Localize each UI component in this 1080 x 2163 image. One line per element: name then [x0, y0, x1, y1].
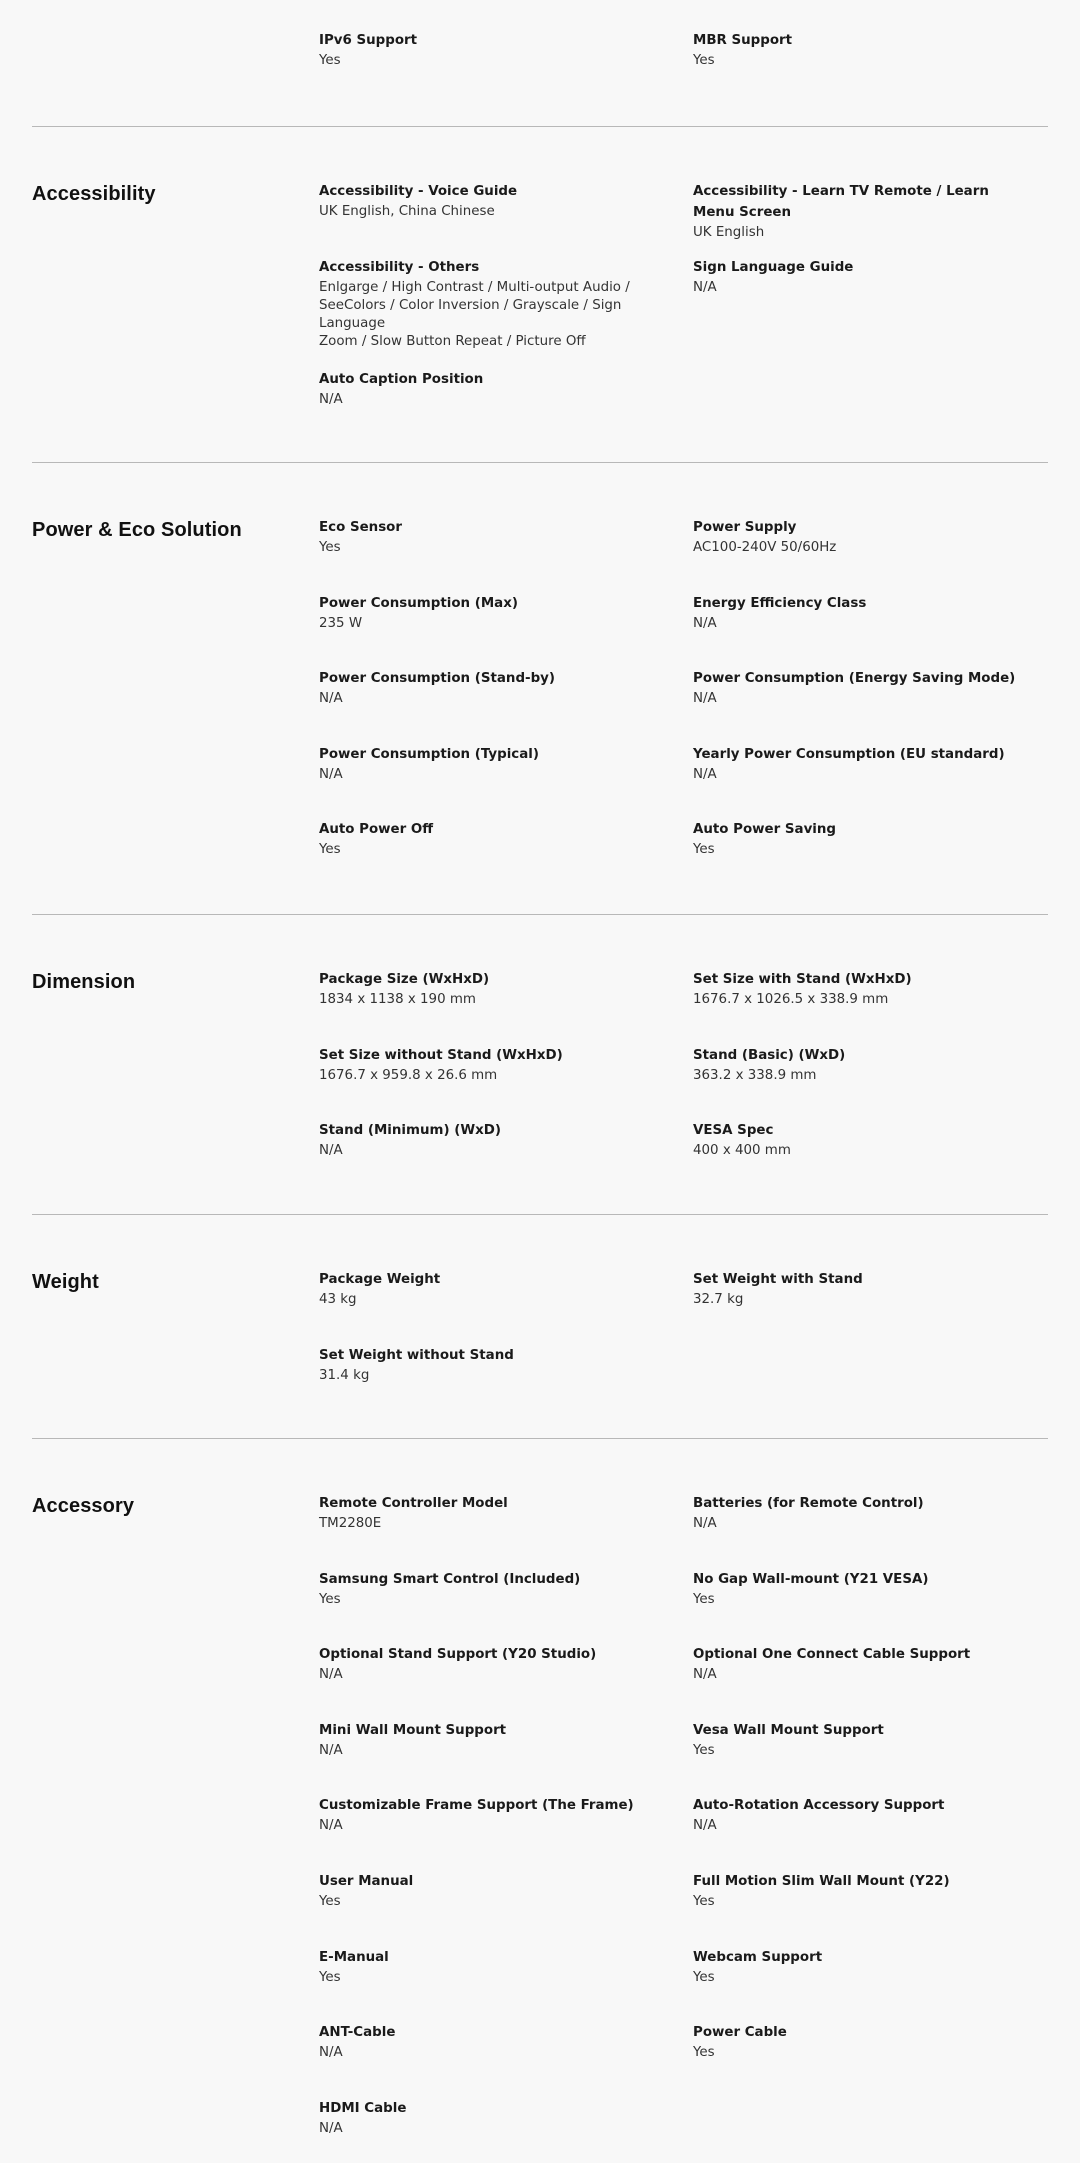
- spec-label: Full Motion Slim Wall Mount (Y22): [693, 1873, 950, 1889]
- spec-value: Yes: [693, 842, 715, 858]
- spec-label: Power Supply: [693, 520, 797, 535]
- spec-label: Optional Stand Support (Y20 Studio): [319, 1647, 597, 1663]
- spec-value: 400 x 400 mm: [693, 1143, 791, 1159]
- spec-value: N/A: [693, 691, 717, 707]
- spec-label: Stand (Minimum) (WxD): [319, 1123, 502, 1139]
- spec-value: N/A: [693, 766, 717, 782]
- spec-value: AC100-240V 50/60Hz: [693, 540, 837, 555]
- spec-label: Sign Language Guide: [693, 259, 854, 275]
- section-weight: [32, 1214, 1048, 1438]
- spec-value: Yes: [319, 1969, 341, 1985]
- spec-item: [693, 593, 1048, 669]
- spec-value: Yes: [693, 1969, 715, 1985]
- spec-grid: [319, 969, 1048, 1196]
- spec-item: [319, 1720, 693, 1796]
- spec-item: [693, 1720, 1048, 1796]
- spec-item: [319, 517, 693, 593]
- spec-label: Set Size without Stand (WxHxD): [319, 1047, 563, 1063]
- spec-value: 1676.7 x 959.8 x 26.6 mm: [319, 1067, 498, 1083]
- section-title: Weight: [32, 1271, 99, 1293]
- spec-label: No Gap Wall-mount (Y21 VESA): [693, 1571, 929, 1587]
- spec-value: 235 W: [319, 615, 363, 631]
- spec-item: [693, 819, 1048, 895]
- spec-label: ANT-Cable: [319, 2025, 396, 2041]
- spec-label: Set Weight with Stand: [693, 1272, 863, 1287]
- spec-item: [319, 1045, 693, 1121]
- spec-label: Customizable Frame Support (The Frame): [319, 1798, 634, 1814]
- spec-label: Auto Power Saving: [693, 822, 837, 838]
- spec-value: N/A: [319, 1143, 343, 1159]
- spec-value: Yes: [319, 540, 341, 555]
- spec-item: [693, 668, 1048, 744]
- network-section-fragment: [319, 0, 1071, 130]
- spec-label: Auto Power Off: [319, 822, 434, 838]
- spec-item: [319, 1345, 693, 1421]
- spec-label: User Manual: [319, 1873, 414, 1889]
- spec-item: [693, 1493, 1048, 1569]
- spec-item: [693, 1269, 1048, 1345]
- spec-item-mbr: [693, 30, 1048, 106]
- spec-item: [319, 369, 693, 445]
- spec-label: Accessibility - Learn TV Remote / Learn Menu Screen: [693, 184, 989, 220]
- spec-value: N/A: [693, 1667, 717, 1683]
- section-accessibility: [32, 126, 1048, 462]
- spec-label: Power Consumption (Max): [319, 595, 518, 611]
- spec-label: VESA Spec: [693, 1123, 774, 1139]
- spec-label: E-Manual: [319, 1949, 389, 1965]
- spec-label: Yearly Power Consumption (EU standard): [693, 746, 1005, 762]
- section-title: Accessibility: [32, 183, 156, 205]
- spec-label: Webcam Support: [693, 1949, 823, 1965]
- spec-value: 363.2 x 338.9 mm: [693, 1067, 817, 1083]
- spec-value: Yes: [693, 2045, 715, 2061]
- spec-value: 31.4 kg: [319, 1367, 370, 1383]
- spec-value: N/A: [319, 1742, 343, 1758]
- spec-item: [319, 1569, 693, 1645]
- spec-value: UK English, China Chinese: [319, 204, 495, 219]
- spec-value: Yes: [319, 1893, 341, 1909]
- spec-item: [693, 1871, 1048, 1947]
- spec-value: N/A: [693, 615, 717, 631]
- spec-label: Energy Efficiency Class: [693, 595, 867, 611]
- spec-label: Set Weight without Stand: [319, 1347, 514, 1363]
- spec-item: [319, 744, 693, 820]
- section-accessory: [32, 1438, 1048, 2163]
- spec-item: [319, 1269, 693, 1345]
- spec-label: Power Consumption (Stand-by): [319, 671, 556, 687]
- spec-item: [319, 819, 693, 895]
- spec-item: [319, 1644, 693, 1720]
- spec-grid: [319, 1269, 1048, 1420]
- spec-label: Samsung Smart Control (Included): [319, 1571, 581, 1587]
- spec-item: [693, 1120, 1048, 1196]
- spec-item: [319, 1493, 693, 1569]
- spec-item: [319, 181, 693, 257]
- spec-value: N/A: [319, 1818, 343, 1834]
- spec-label: Eco Sensor: [319, 520, 402, 535]
- spec-value: N/A: [319, 1667, 343, 1683]
- spec-label: Auto-Rotation Accessory Support: [693, 1798, 945, 1814]
- spec-value: Yes: [693, 1742, 715, 1758]
- spec-label: Power Consumption (Typical): [319, 746, 539, 762]
- spec-item: [693, 969, 1048, 1045]
- spec-item: [319, 2098, 693, 2163]
- section-power-eco: [32, 462, 1048, 914]
- spec-value: Yes: [319, 1591, 341, 1607]
- spec-item: [693, 1569, 1048, 1645]
- spec-item: [319, 969, 693, 1045]
- spec-value: N/A: [319, 391, 343, 407]
- spec-grid: [319, 181, 1048, 444]
- section-title: Dimension: [32, 971, 136, 993]
- spec-value: Yes: [693, 53, 715, 68]
- spec-value: Enlgarge / High Contrast / Multi-output Audio / SeeColors / Color Inversion / Grayscale / Sign Language Zoom / Slow Button Repeat / Picture Off: [319, 279, 630, 349]
- spec-value: N/A: [319, 2120, 343, 2136]
- spec-item: [319, 1795, 693, 1871]
- spec-item: [319, 257, 693, 369]
- section-dimension: [32, 914, 1048, 1214]
- spec-value: N/A: [693, 1516, 717, 1531]
- spec-item: [319, 1871, 693, 1947]
- spec-item: [319, 593, 693, 669]
- spec-item: [319, 1120, 693, 1196]
- spec-item: [693, 1644, 1048, 1720]
- spec-label: Batteries (for Remote Control): [693, 1496, 924, 1511]
- spec-label: Stand (Basic) (WxD): [693, 1047, 846, 1063]
- spec-label: Accessibility - Voice Guide: [319, 184, 518, 199]
- spec-item: [319, 668, 693, 744]
- spec-value: N/A: [693, 1818, 717, 1834]
- spec-value: Yes: [693, 1591, 715, 1607]
- spec-value: TM2280E: [319, 1516, 382, 1531]
- spec-label: Remote Controller Model: [319, 1496, 508, 1511]
- spec-value: Yes: [693, 1893, 715, 1909]
- spec-label: HDMI Cable: [319, 2100, 407, 2116]
- spec-value: N/A: [319, 2045, 343, 2061]
- spec-label: Optional One Connect Cable Support: [693, 1647, 971, 1663]
- spec-label: Set Size with Stand (WxHxD): [693, 972, 912, 987]
- spec-label: Package Weight: [319, 1272, 441, 1287]
- spec-item-ipv6: [319, 30, 693, 106]
- spec-value: 43 kg: [319, 1292, 357, 1307]
- spec-value: 1676.7 x 1026.5 x 338.9 mm: [693, 992, 889, 1007]
- spec-item: [693, 1947, 1048, 2023]
- spec-value: Yes: [319, 53, 341, 68]
- section-title: Accessory: [32, 1495, 135, 1517]
- spec-item: [693, 744, 1048, 820]
- spec-value: N/A: [319, 766, 343, 782]
- spec-item: [319, 1947, 693, 2023]
- spec-label: Power Consumption (Energy Saving Mode): [693, 671, 1016, 687]
- spec-label: MBR Support: [693, 33, 793, 48]
- spec-value: 32.7 kg: [693, 1292, 744, 1307]
- spec-item: [693, 517, 1048, 593]
- spec-label: Mini Wall Mount Support: [319, 1722, 507, 1738]
- spec-grid: [319, 517, 1048, 895]
- spec-label: Vesa Wall Mount Support: [693, 1722, 884, 1738]
- spec-label: Auto Caption Position: [319, 371, 484, 387]
- spec-label: Package Size (WxHxD): [319, 972, 490, 987]
- spec-item: [693, 257, 1048, 369]
- spec-item: [693, 1045, 1048, 1121]
- spec-value: UK English: [693, 225, 765, 240]
- spec-label: Power Cable: [693, 2025, 787, 2041]
- spec-grid: [319, 1493, 1048, 2163]
- spec-item: [693, 1795, 1048, 1871]
- spec-value: Yes: [319, 842, 341, 858]
- spec-value: N/A: [319, 691, 343, 707]
- spec-item: [693, 2022, 1048, 2098]
- spec-label: Accessibility - Others: [319, 259, 480, 275]
- spec-label: IPv6 Support: [319, 33, 418, 48]
- spec-value: N/A: [693, 279, 717, 295]
- section-title: Power & Eco Solution: [32, 519, 242, 541]
- spec-item: [319, 2022, 693, 2098]
- spec-value: 1834 x 1138 x 190 mm: [319, 992, 476, 1007]
- spec-grid: [319, 30, 1048, 106]
- spec-item: [693, 181, 1048, 257]
